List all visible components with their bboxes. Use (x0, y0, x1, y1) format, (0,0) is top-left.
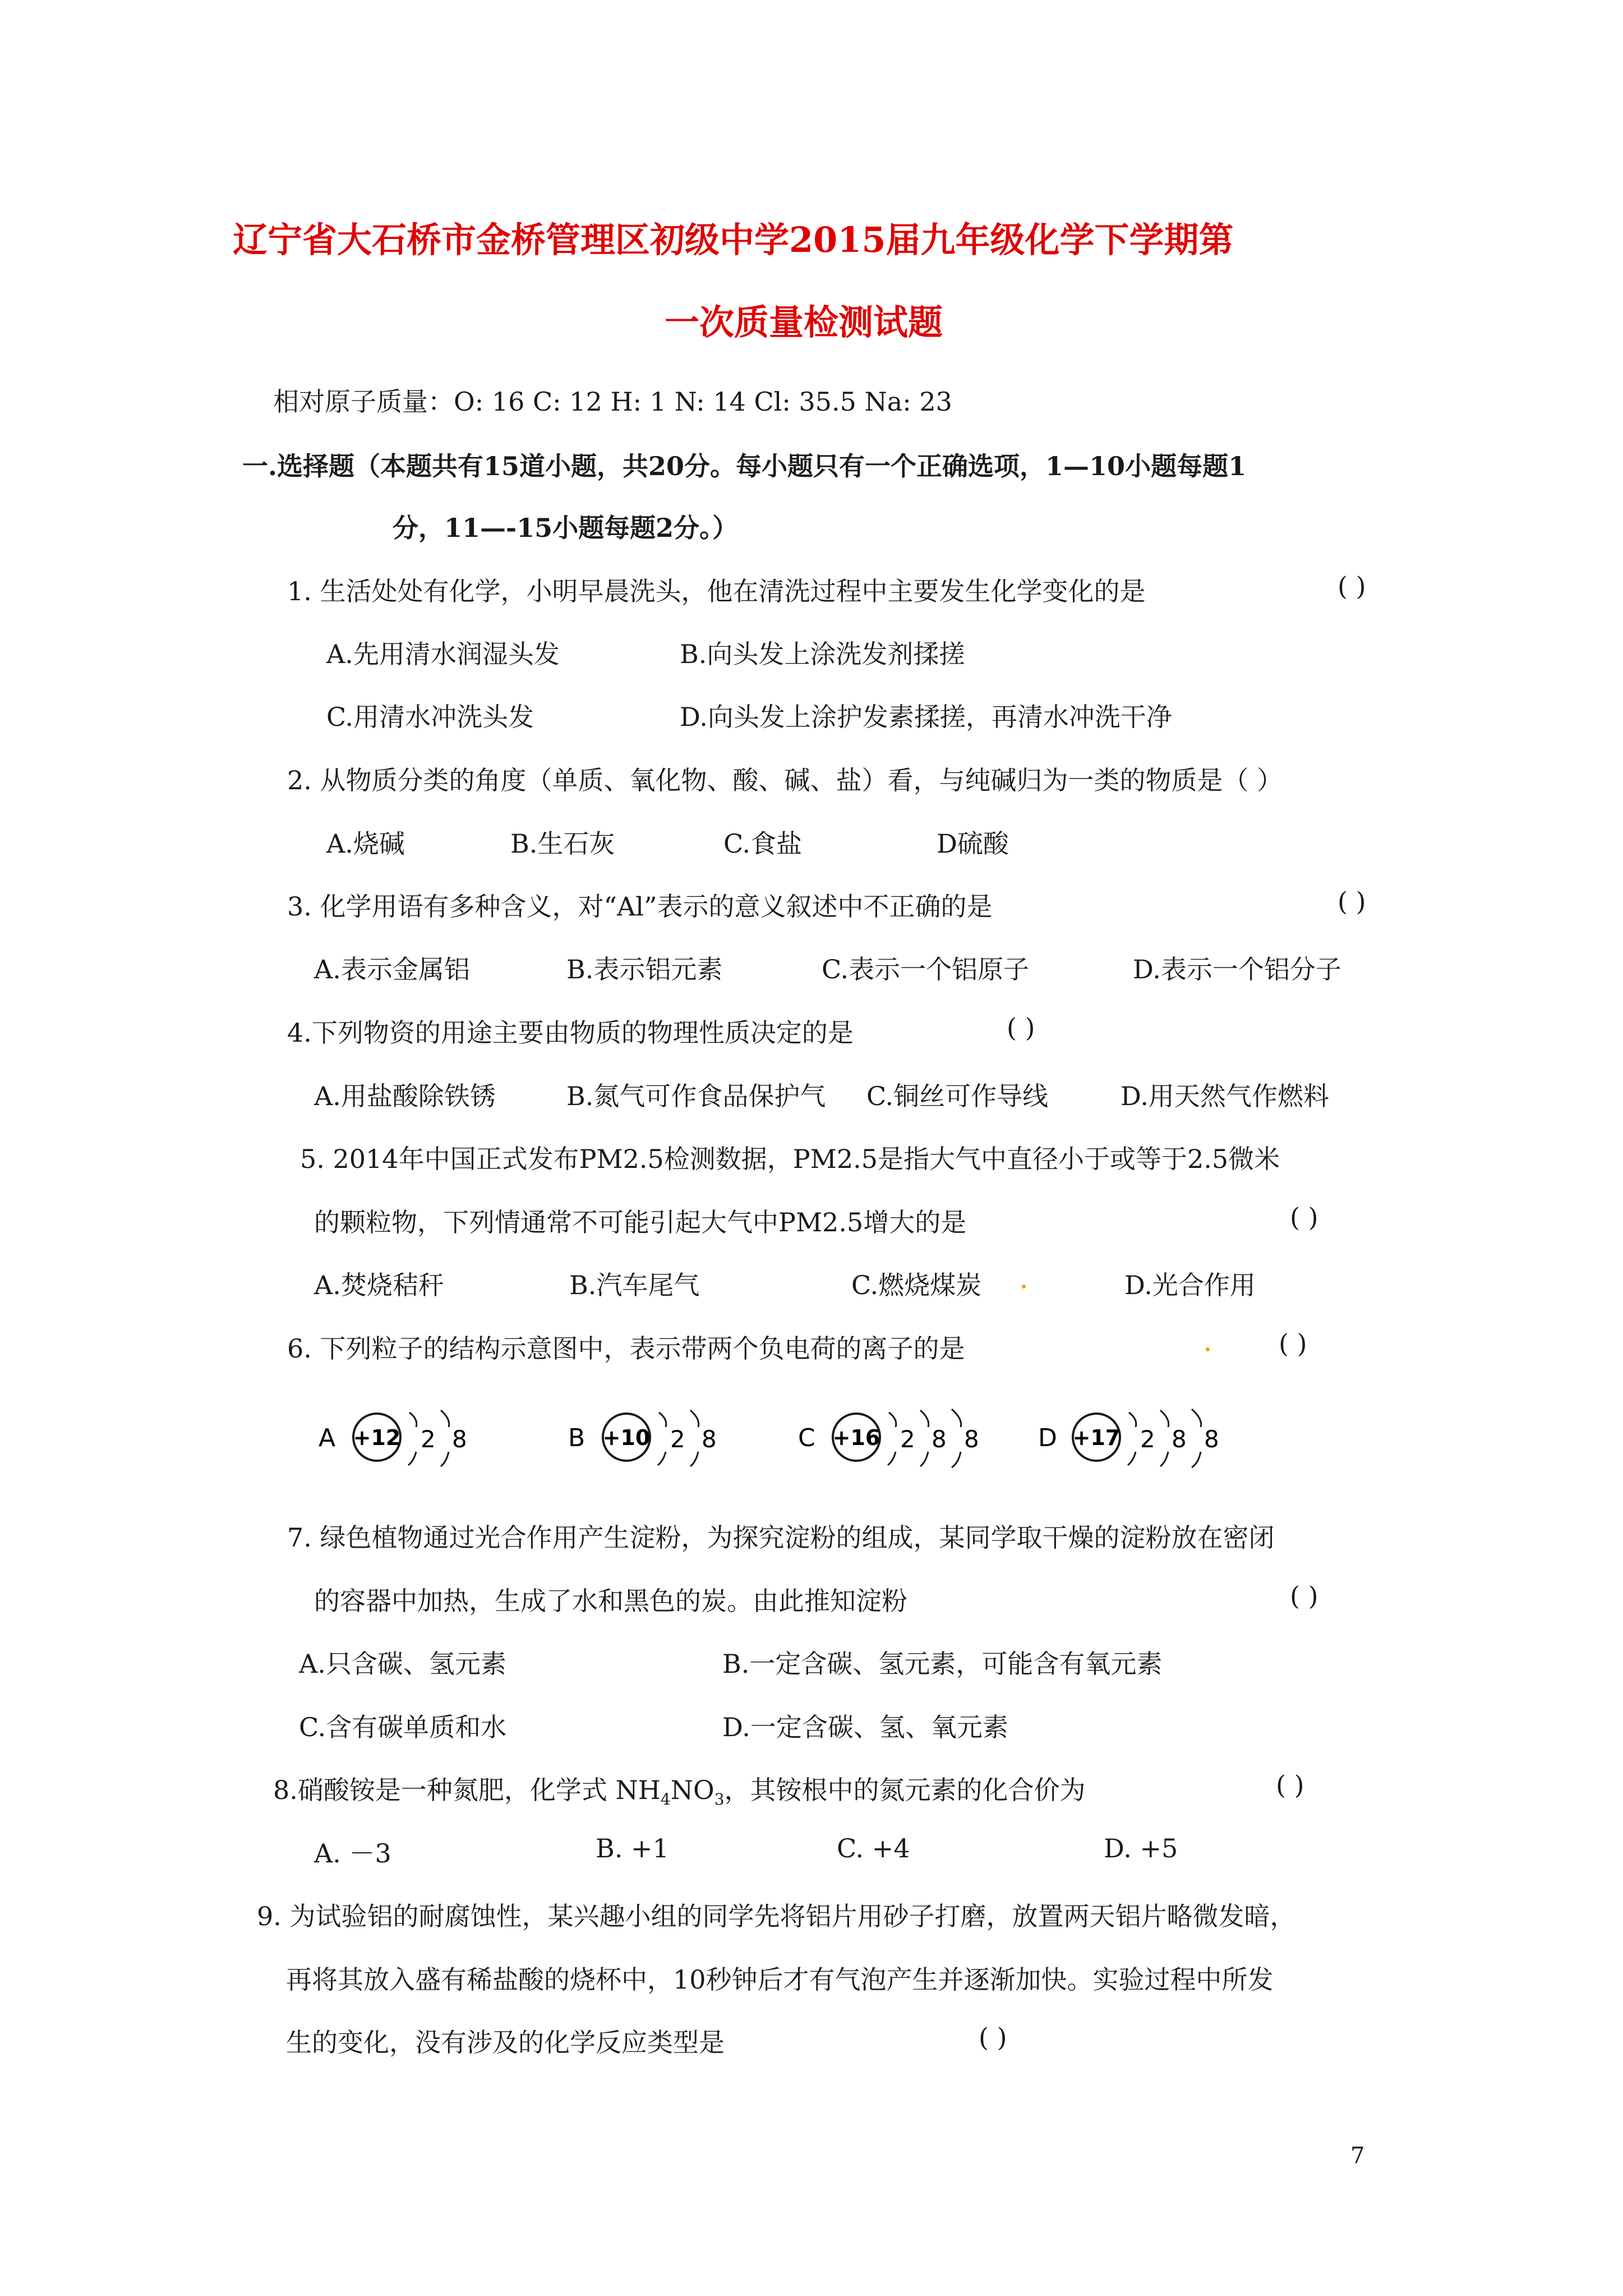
section-header-line1: 一.选择题（本题共有15道小题，共20分。每小题只有一个正确选项，1—10小题每题1 (242, 451, 1247, 481)
atom-a-letter: A (319, 1424, 336, 1452)
q5-stem-line1: 5. 2014年中国正式发布PM2.5检测数据，PM2.5是指大气中直径小于或等于2.5微米 (300, 1144, 1280, 1174)
q8-option-d: D. +5 (1104, 1833, 1178, 1864)
q2-option-d: D硫酸 (937, 829, 1009, 859)
q5-option-a: A.焚烧秸秆 (314, 1270, 444, 1300)
q3-option-a: A.表示金属铝 (314, 954, 470, 984)
q3-option-c: C.表示一个铝原子 (822, 954, 1030, 984)
atom-diagram-a (314, 1402, 494, 1475)
stray-dot-mark (1206, 1347, 1210, 1351)
title-line1: 辽宁省大石桥市金桥管理区初级中学2015届九年级化学下学期第 (233, 219, 1234, 260)
q7-option-c: C.含有碳单质和水 (299, 1712, 507, 1742)
atom-a-shell1: 2 (421, 1425, 436, 1453)
q5-option-c: C.燃烧煤炭 (851, 1270, 982, 1300)
atom-c-letter: C (798, 1424, 815, 1452)
q1-answer-blank: ( ) (1338, 571, 1366, 601)
q9-stem-line1: 9. 为试验铝的耐腐蚀性，某兴趣小组的同学先将铝片用砂子打磨，放置两天铝片略微发暗， (257, 1901, 1296, 1931)
q6-answer-blank: ( ) (1279, 1328, 1307, 1359)
q5-option-d: D.光合作用 (1124, 1270, 1256, 1300)
atom-b-letter: B (568, 1424, 585, 1452)
q7-stem-line2: 的容器中加热，生成了水和黑色的炭。由此推知淀粉 (314, 1586, 907, 1616)
q4-option-a: A.用盐酸除铁锈 (314, 1081, 496, 1111)
q2-option-a: A.烧碱 (326, 829, 405, 859)
q4-option-b: B.氮气可作食品保护气 (566, 1081, 826, 1111)
atom-b-nucleus: +10 (602, 1425, 651, 1450)
q5-answer-blank: ( ) (1290, 1202, 1318, 1232)
q5-stem-line2: 的颗粒物，下列情通常不可能引起大气中PM2.5增大的是 (314, 1207, 967, 1237)
atom-c-shell3: 8 (964, 1425, 979, 1453)
q9-answer-blank: ( ) (979, 2022, 1007, 2053)
q3-option-d: D.表示一个铝分子 (1133, 954, 1341, 984)
atom-c-shell2: 8 (932, 1425, 947, 1453)
q2-option-c: C.食盐 (723, 829, 803, 859)
q1-stem: 1. 生活处处有化学，小明早晨洗头，他在清洗过程中主要发生化学变化的是 (287, 576, 1146, 606)
q8-option-a: A. －3 (314, 1838, 391, 1869)
q7-option-d: D.一定含碳、氢、氧元素 (722, 1712, 1008, 1742)
atom-b-shell1: 2 (670, 1425, 685, 1453)
q7-option-a: A.只含碳、氢元素 (299, 1649, 506, 1679)
page-number: 7 (1350, 2143, 1365, 2169)
q1-option-b: B.向头发上涂洗发剂揉搓 (680, 639, 965, 669)
atomic-masses: 相对原子质量：O: 16 C: 12 H: 1 N: 14 Cl: 35.5 Na: 23 (273, 386, 952, 417)
q2-option-b: B.生石灰 (510, 829, 615, 859)
atom-diagram-b (564, 1402, 743, 1475)
q7-option-b: B.一定含碳、氢元素，可能含有氧元素 (722, 1649, 1163, 1679)
q6-stem: 6. 下列粒子的结构示意图中，表示带两个负电荷的离子的是 (287, 1333, 965, 1364)
atom-diagram-c (794, 1402, 1007, 1475)
atom-c-shell1: 2 (900, 1425, 915, 1453)
atom-diagram-d (1034, 1402, 1247, 1475)
q4-option-d: D.用天然气作燃料 (1121, 1081, 1329, 1111)
q4-answer-blank: ( ) (1007, 1013, 1035, 1043)
atom-d-letter: D (1038, 1424, 1057, 1452)
q4-stem: 4.下列物资的用途主要由物质的物理性质决定的是 (287, 1018, 854, 1048)
q3-stem: 3. 化学用语有多种含义，对“Al”表示的意义叙述中不正确的是 (287, 891, 993, 922)
atom-d-shell2: 8 (1172, 1425, 1187, 1453)
q4-option-c: C.铜丝可作导线 (866, 1081, 1049, 1111)
q3-option-b: B.表示铝元素 (566, 954, 723, 984)
atom-d-shell1: 2 (1140, 1425, 1155, 1453)
q1-option-a: A.先用清水润湿头发 (326, 639, 560, 669)
atom-d-shell3: 8 (1204, 1425, 1219, 1453)
q8-stem: 8.硝酸铵是一种氮肥，化学式 $NH_4NO_3$，其铵根中的氮元素的化合价为 (273, 1775, 1086, 1809)
q1-option-d: D.向头发上涂护发素揉搓，再清水冲洗干净 (680, 702, 1172, 732)
q9-stem-line2: 再将其放入盛有稀盐酸的烧杯中，10秒钟后才有气泡产生并逐渐加快。实验过程中所发 (286, 1964, 1274, 1995)
q3-answer-blank: ( ) (1338, 886, 1366, 917)
q1-option-c: C.用清水冲洗头发 (326, 702, 534, 732)
atom-c-nucleus: +16 (832, 1425, 880, 1450)
q7-answer-blank: ( ) (1290, 1581, 1318, 1611)
q7-stem-line1: 7. 绿色植物通过光合作用产生淀粉，为探究淀粉的组成，某同学取干燥的淀粉放在密闭 (287, 1522, 1275, 1553)
q9-stem-line3: 生的变化，没有涉及的化学反应类型是 (286, 2027, 725, 2058)
atom-a-nucleus: +12 (353, 1425, 401, 1450)
section-header-line2: 分，11—-15小题每题2分。） (393, 513, 739, 543)
q5-option-b: B.汽车尾气 (569, 1270, 700, 1300)
q2-stem: 2. 从物质分类的角度（单质、氧化物、酸、碱、盐）看，与纯碱归为一类的物质是（ ） (287, 765, 1283, 795)
atom-a-shell2: 8 (452, 1425, 467, 1453)
atom-d-nucleus: +17 (1072, 1425, 1121, 1450)
title-line2: 一次质量检测试题 (665, 302, 943, 343)
atom-b-shell2: 8 (702, 1425, 717, 1453)
q8-answer-blank: ( ) (1276, 1770, 1304, 1800)
q8-option-c: C. +4 (837, 1833, 910, 1864)
q8-option-b: B. +1 (596, 1833, 669, 1864)
stray-dot-mark (1022, 1285, 1026, 1289)
